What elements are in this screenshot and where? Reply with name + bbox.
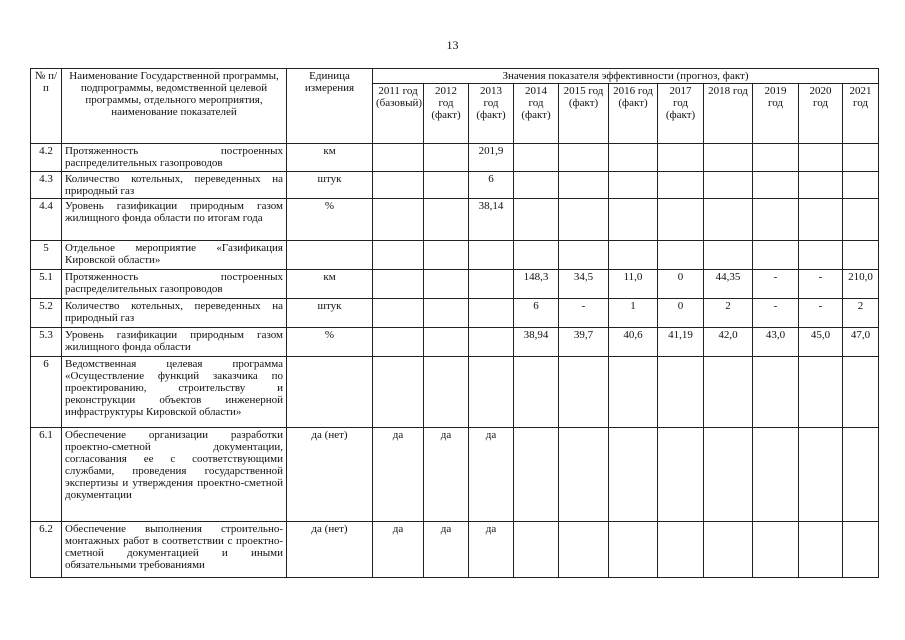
row-number: 6.2: [31, 522, 62, 578]
value-cell: [609, 428, 658, 522]
value-cell: [704, 241, 753, 270]
value-cell: [658, 172, 704, 199]
row-number: 4.2: [31, 144, 62, 172]
value-cell: да: [373, 428, 424, 522]
table-row: [31, 270, 879, 299]
table-row: [31, 199, 879, 241]
value-cell: 44,35: [704, 270, 753, 299]
row-number: 5.1: [31, 270, 62, 299]
value-cell: [799, 144, 843, 172]
header-year: 2014 год (факт): [514, 84, 559, 144]
value-cell: 2: [704, 299, 753, 328]
value-cell: [469, 357, 514, 428]
row-unit: [287, 357, 373, 428]
value-cell: [514, 172, 559, 199]
value-cell: [658, 199, 704, 241]
value-cell: [514, 357, 559, 428]
value-cell: [373, 357, 424, 428]
row-unit: км: [287, 270, 373, 299]
value-cell: [658, 144, 704, 172]
value-cell: 43,0: [753, 328, 799, 357]
value-cell: [843, 144, 879, 172]
value-cell: [424, 172, 469, 199]
value-cell: [559, 172, 609, 199]
value-cell: 38,94: [514, 328, 559, 357]
header-year: 2019 год: [753, 84, 799, 144]
indicators-table: [30, 68, 879, 578]
table-row: [31, 522, 879, 578]
table-row: [31, 328, 879, 357]
value-cell: [704, 428, 753, 522]
value-cell: [843, 522, 879, 578]
row-unit: штук: [287, 172, 373, 199]
value-cell: [373, 299, 424, 328]
value-cell: 1: [609, 299, 658, 328]
value-cell: [373, 328, 424, 357]
row-number: 6.1: [31, 428, 62, 522]
value-cell: 41,19: [658, 328, 704, 357]
value-cell: [559, 199, 609, 241]
value-cell: [753, 428, 799, 522]
row-name: Количество котельных, переведенных на природный газ: [62, 299, 287, 328]
header-year: 2021 год: [843, 84, 879, 144]
value-cell: [753, 144, 799, 172]
value-cell: 148,3: [514, 270, 559, 299]
value-cell: [373, 172, 424, 199]
value-cell: [559, 428, 609, 522]
value-cell: [843, 428, 879, 522]
table-row: [31, 299, 879, 328]
value-cell: [373, 270, 424, 299]
value-cell: [704, 199, 753, 241]
value-cell: [843, 172, 879, 199]
value-cell: -: [799, 270, 843, 299]
value-cell: [559, 241, 609, 270]
value-cell: [514, 199, 559, 241]
value-cell: [469, 328, 514, 357]
value-cell: 40,6: [609, 328, 658, 357]
value-cell: [609, 199, 658, 241]
header-unit: Единица измерения: [287, 69, 373, 144]
value-cell: 6: [469, 172, 514, 199]
value-cell: 6: [514, 299, 559, 328]
row-name: Отдельное мероприятие «Газификация Кировской области»: [62, 241, 287, 270]
table-row: [31, 241, 879, 270]
row-unit: км: [287, 144, 373, 172]
value-cell: 34,5: [559, 270, 609, 299]
value-cell: да: [424, 428, 469, 522]
value-cell: [609, 357, 658, 428]
value-cell: [799, 357, 843, 428]
header-year: 2018 год: [704, 84, 753, 144]
value-cell: [514, 428, 559, 522]
value-cell: [424, 144, 469, 172]
value-cell: [559, 357, 609, 428]
value-cell: да: [469, 428, 514, 522]
row-number: 5.3: [31, 328, 62, 357]
row-unit: [287, 241, 373, 270]
value-cell: [843, 357, 879, 428]
value-cell: [424, 357, 469, 428]
header-year: 2020 год: [799, 84, 843, 144]
row-unit: да (нет): [287, 428, 373, 522]
value-cell: 0: [658, 270, 704, 299]
value-cell: [373, 199, 424, 241]
header-year: 2015 год (факт): [559, 84, 609, 144]
value-cell: [799, 241, 843, 270]
value-cell: [424, 299, 469, 328]
value-cell: [658, 241, 704, 270]
value-cell: [658, 357, 704, 428]
table-row: [31, 357, 879, 428]
value-cell: [424, 199, 469, 241]
row-name: Уровень газификации природным газом жилищного фонда области: [62, 328, 287, 357]
row-name: Обеспечение выполнения строительно-монтажных работ в соответствии с проектно-сметной документацией и иными обязательными требованиями: [62, 522, 287, 578]
row-number: 4.4: [31, 199, 62, 241]
value-cell: [753, 357, 799, 428]
value-cell: [753, 199, 799, 241]
row-number: 5: [31, 241, 62, 270]
row-number: 6: [31, 357, 62, 428]
value-cell: [658, 522, 704, 578]
row-name: Количество котельных, переведенных на природный газ: [62, 172, 287, 199]
value-cell: 45,0: [799, 328, 843, 357]
value-cell: [658, 428, 704, 522]
value-cell: [514, 522, 559, 578]
header-year: 2016 год (факт): [609, 84, 658, 144]
header-year: 2011 год (базовый): [373, 84, 424, 144]
value-cell: 39,7: [559, 328, 609, 357]
page-number: 13: [446, 38, 459, 52]
value-cell: [469, 270, 514, 299]
row-unit: %: [287, 328, 373, 357]
value-cell: [609, 144, 658, 172]
value-cell: [469, 299, 514, 328]
row-unit: да (нет): [287, 522, 373, 578]
row-number: 4.3: [31, 172, 62, 199]
value-cell: [704, 357, 753, 428]
value-cell: 2: [843, 299, 879, 328]
value-cell: [469, 241, 514, 270]
row-number: 5.2: [31, 299, 62, 328]
table-row: [31, 428, 879, 522]
value-cell: 38,14: [469, 199, 514, 241]
value-cell: [424, 328, 469, 357]
value-cell: -: [559, 299, 609, 328]
value-cell: [843, 199, 879, 241]
value-cell: -: [753, 299, 799, 328]
value-cell: [799, 428, 843, 522]
value-cell: [704, 172, 753, 199]
value-cell: [514, 241, 559, 270]
value-cell: 11,0: [609, 270, 658, 299]
header-name: Наименование Государственной программы, подпрограммы, ведомственной целевой программы, отдельного мероприятия, наименование показателей: [62, 69, 287, 144]
row-name: Протяженность построенных распределительных газопроводов: [62, 270, 287, 299]
value-cell: [799, 199, 843, 241]
value-cell: [843, 241, 879, 270]
value-cell: 201,9: [469, 144, 514, 172]
table-row: [31, 144, 879, 172]
value-cell: 47,0: [843, 328, 879, 357]
header-values-group: Значения показателя эффективности (прогноз, факт): [373, 69, 879, 84]
value-cell: [424, 241, 469, 270]
value-cell: [799, 522, 843, 578]
header-year: 2012 год (факт): [424, 84, 469, 144]
row-unit: %: [287, 199, 373, 241]
row-name: Уровень газификации природным газом жилищного фонда области по итогам года: [62, 199, 287, 241]
value-cell: [559, 144, 609, 172]
value-cell: да: [424, 522, 469, 578]
value-cell: да: [469, 522, 514, 578]
value-cell: [424, 270, 469, 299]
value-cell: [373, 144, 424, 172]
value-cell: [753, 241, 799, 270]
value-cell: [514, 144, 559, 172]
row-unit: штук: [287, 299, 373, 328]
value-cell: да: [373, 522, 424, 578]
header-number: № п/п: [31, 69, 62, 144]
value-cell: 42,0: [704, 328, 753, 357]
value-cell: 210,0: [843, 270, 879, 299]
value-cell: [609, 172, 658, 199]
value-cell: -: [753, 270, 799, 299]
value-cell: [753, 522, 799, 578]
table-body: [31, 144, 879, 578]
row-name: Протяженность построенных распределительных газопроводов: [62, 144, 287, 172]
table-row: [31, 172, 879, 199]
value-cell: [799, 172, 843, 199]
value-cell: -: [799, 299, 843, 328]
value-cell: 0: [658, 299, 704, 328]
value-cell: [753, 172, 799, 199]
value-cell: [704, 144, 753, 172]
value-cell: [559, 522, 609, 578]
header-year: 2017 год (факт): [658, 84, 704, 144]
row-name: Обеспечение организации разработки проектно-сметной документации, согласования ее с соответствующими службами, проведения государственной экспертизы и утверждения проектно-сметной документации: [62, 428, 287, 522]
value-cell: [704, 522, 753, 578]
header-year: 2013 год (факт): [469, 84, 514, 144]
value-cell: [609, 522, 658, 578]
row-name: Ведомственная целевая программа «Осуществление функций заказчика по проектированию, строительству и реконструкции объектов инженерной инфраструктуры Кировской области»: [62, 357, 287, 428]
value-cell: [609, 241, 658, 270]
value-cell: [373, 241, 424, 270]
